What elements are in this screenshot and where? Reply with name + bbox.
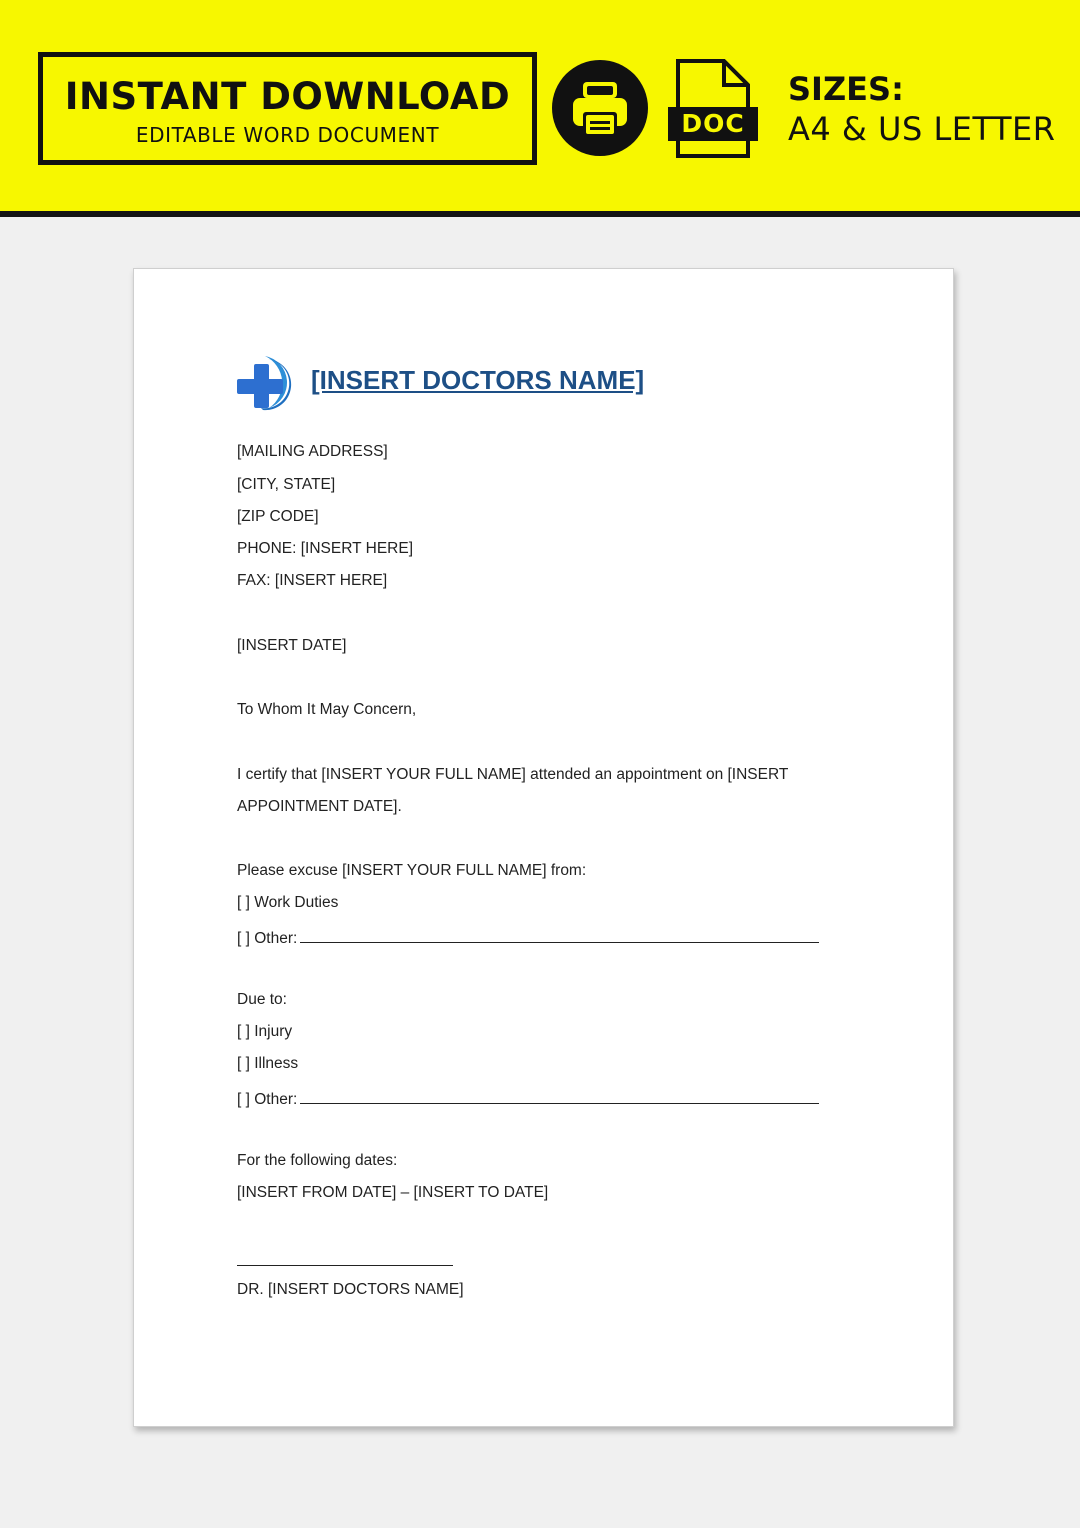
zip-code: [ZIP CODE] [237,508,319,525]
sizes-value: A4 & US LETTER [788,110,1056,148]
due-other-blank [300,1087,819,1104]
phone-line: PHONE: [INSERT HERE] [237,540,413,557]
banner-divider [0,211,1080,217]
instant-download-title: INSTANT DOWNLOAD [64,75,511,118]
due-option-other [237,1087,819,1110]
excuse-option-other [237,926,819,949]
certify-line-1: I certify that [INSERT YOUR FULL NAME] attended an appointment on [INSERT [237,766,789,783]
excuse-other-blank [300,926,819,943]
dates-intro: For the following dates: [237,1152,398,1169]
mailing-address: [MAILING ADDRESS] [237,443,388,460]
promo-banner [0,0,1080,211]
instant-download-box [38,52,537,165]
signature-line [237,1265,453,1266]
date-range: [INSERT FROM DATE] – [INSERT TO DATE] [237,1184,549,1201]
due-option-illness: [ ] Illness [237,1055,299,1072]
due-other-label: [ ] Other: [237,1091,298,1108]
excuse-option-work: [ ] Work Duties [237,894,339,911]
doctor-name-heading: [INSERT DOCTORS NAME] [311,365,645,395]
due-intro: Due to: [237,991,287,1008]
excuse-other-label: [ ] Other: [237,930,298,947]
doc-badge-label: DOC [681,109,745,138]
signature-name: DR. [INSERT DOCTORS NAME] [237,1281,464,1298]
excuse-intro: Please excuse [INSERT YOUR FULL NAME] from: [237,862,587,879]
due-option-injury: [ ] Injury [237,1023,293,1040]
sizes-title: SIZES: [788,70,904,108]
city-state: [CITY, STATE] [237,476,336,493]
letter-date: [INSERT DATE] [237,637,347,654]
certify-line-2: APPOINTMENT DATE]. [237,798,402,815]
fax-line: FAX: [INSERT HERE] [237,572,388,589]
salutation: To Whom It May Concern, [237,701,417,718]
printer-icon [552,60,648,156]
editable-word-subtitle: EDITABLE WORD DOCUMENT [135,123,440,147]
medical-cross-logo [235,352,297,414]
